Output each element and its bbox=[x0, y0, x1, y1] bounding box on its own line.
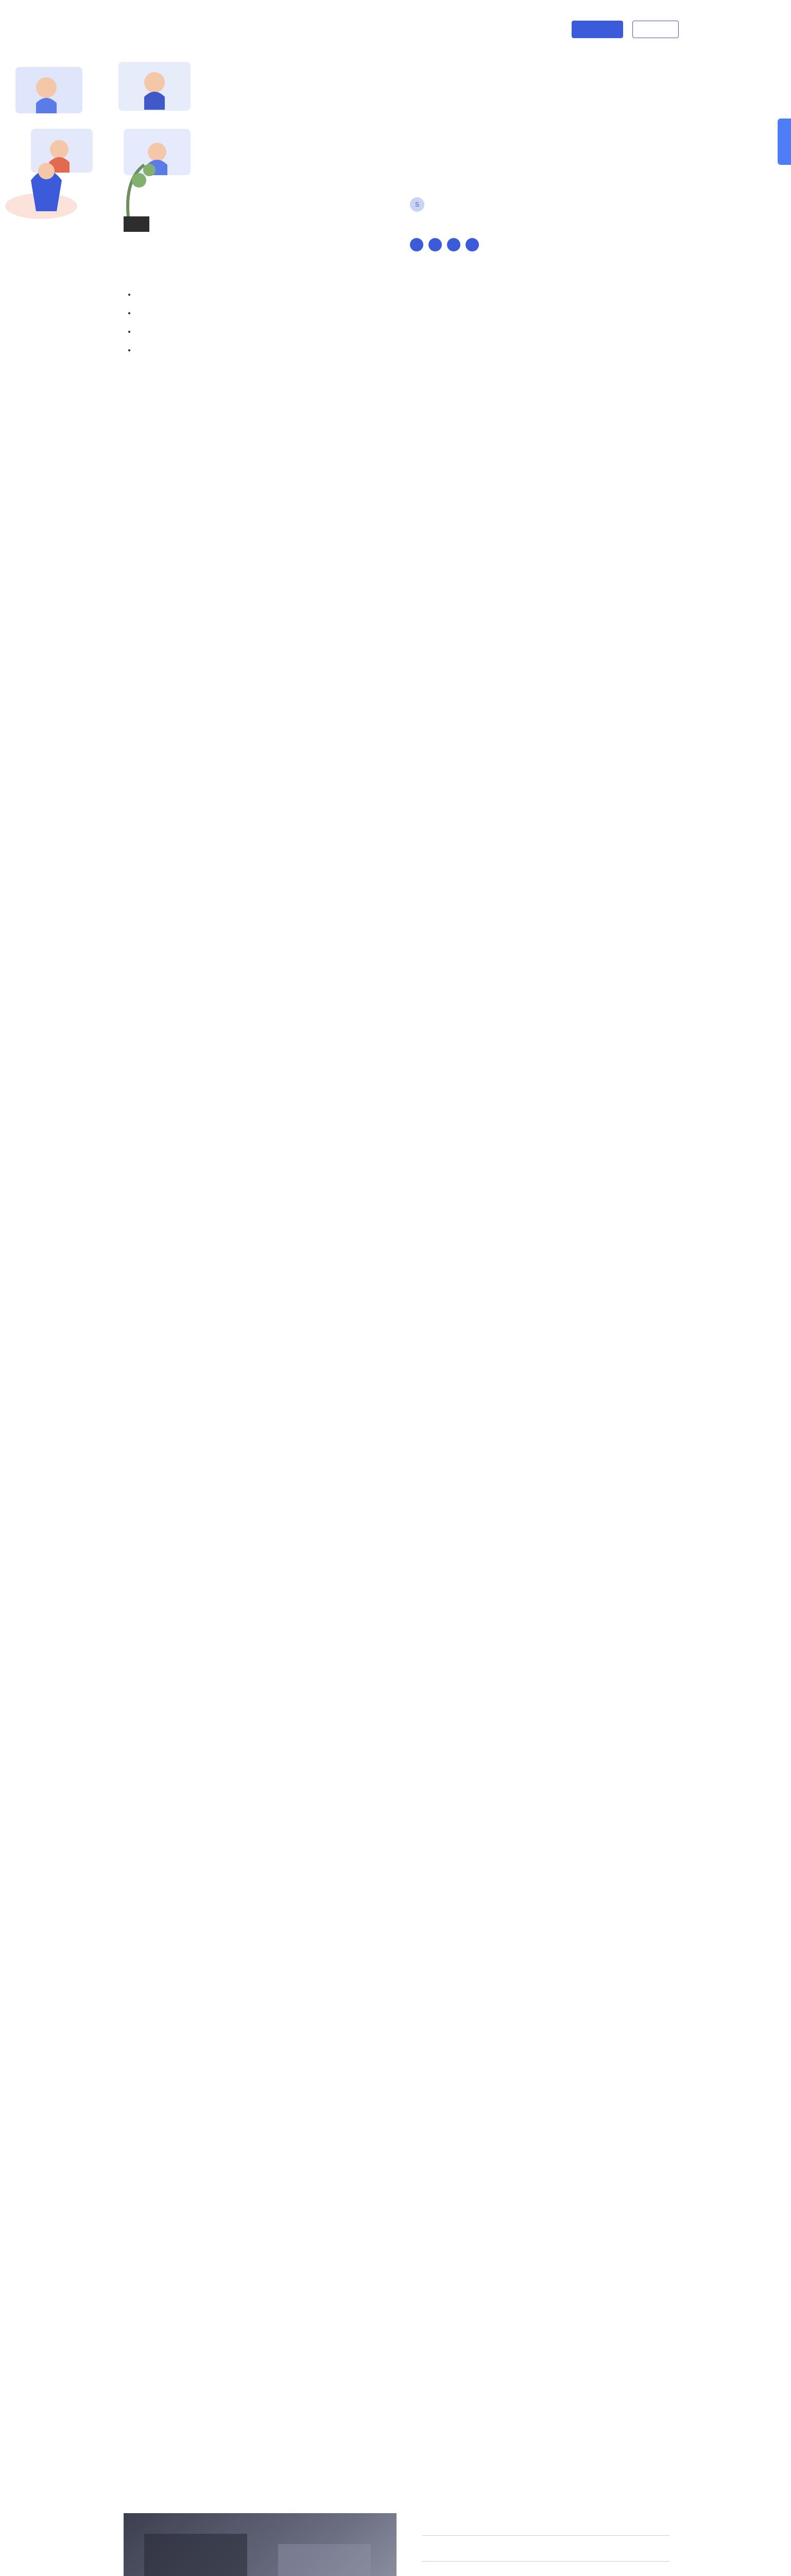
hero-illustration bbox=[0, 52, 206, 237]
article-body bbox=[124, 278, 669, 367]
whatsapp-icon[interactable] bbox=[466, 238, 479, 251]
try-free-button[interactable] bbox=[632, 21, 679, 38]
top-bar bbox=[0, 0, 791, 7]
work-email-field[interactable] bbox=[422, 2549, 669, 2562]
name-field[interactable] bbox=[422, 2523, 669, 2536]
twitter-icon[interactable] bbox=[428, 238, 442, 251]
demo-banner-image bbox=[124, 2513, 397, 2576]
author-avatar: S bbox=[410, 197, 424, 212]
toc-item[interactable] bbox=[136, 285, 669, 304]
toc-item[interactable] bbox=[136, 304, 669, 323]
author-info bbox=[410, 197, 429, 212]
share-buttons bbox=[410, 238, 479, 251]
demo-form bbox=[422, 2513, 669, 2576]
demo-section bbox=[124, 2513, 669, 2576]
toc-item[interactable] bbox=[136, 341, 669, 360]
toc-item[interactable] bbox=[136, 323, 669, 341]
facebook-icon[interactable] bbox=[410, 238, 423, 251]
linkedin-icon[interactable] bbox=[447, 238, 460, 251]
side-contact-tab[interactable] bbox=[778, 118, 791, 165]
request-demo-button[interactable] bbox=[572, 21, 623, 38]
demo-banner-art bbox=[124, 2513, 397, 2576]
toc-list bbox=[124, 285, 669, 360]
